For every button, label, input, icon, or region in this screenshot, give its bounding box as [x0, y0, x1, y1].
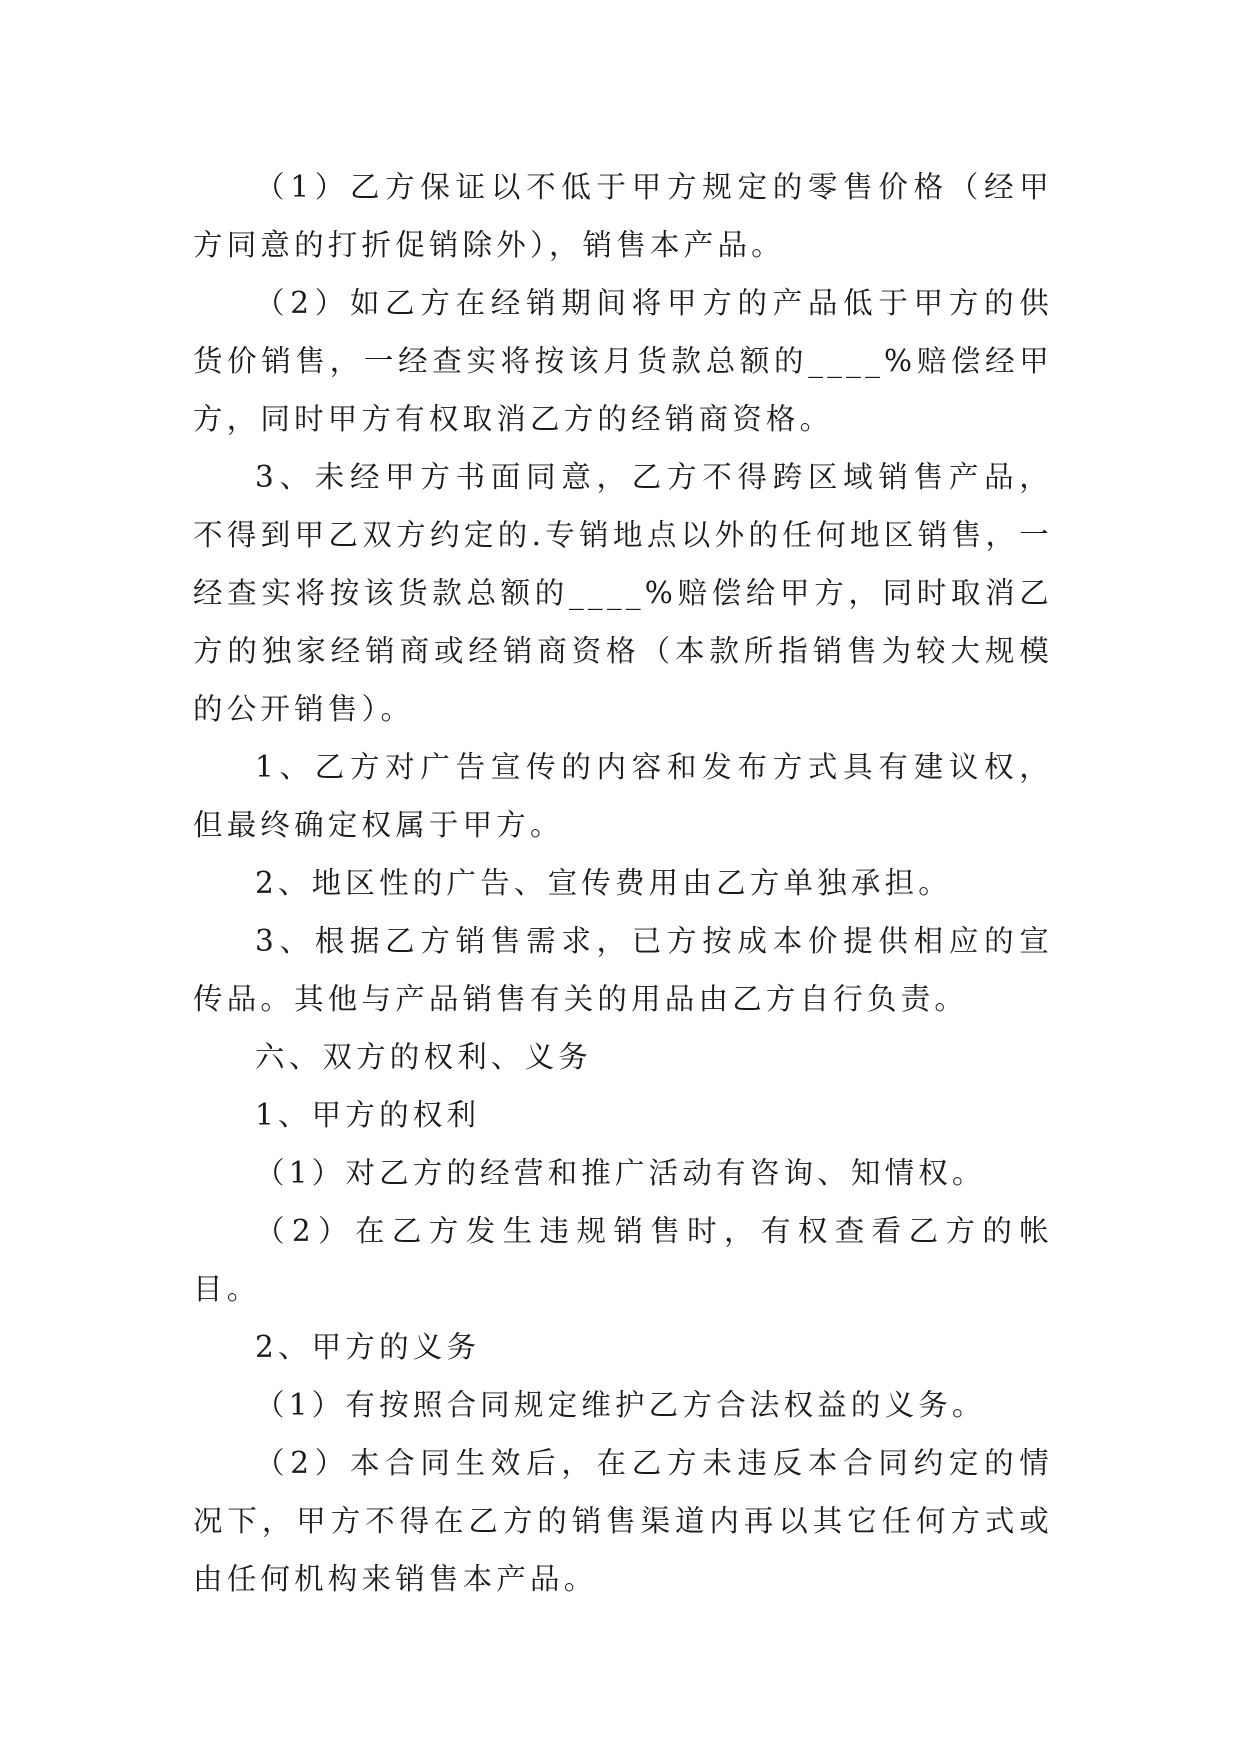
paragraph-right-to-audit: （2）在乙方发生违规销售时，有权查看乙方的帐目。 [193, 1214, 1053, 1306]
subheading-party-a-rights: 1、甲方的权利 [255, 1098, 481, 1132]
paragraph-1-2-below-supply-price: （2）如乙方在经销期间将甲方的产品低于甲方的供货价销售，一经查实将按该月货款总额的____%赔偿经甲方，同时甲方有权取消乙方的经销商资格。 [193, 286, 1053, 436]
section-heading-rights-obligations: 六、双方的权利、义务 [255, 1040, 593, 1074]
document-page [193, 158, 1053, 1608]
subheading-party-a-obligations: 2、甲方的义务 [255, 1330, 481, 1364]
paragraph-protect-interests: （1）有按照合同规定维护乙方合法权益的义务。 [255, 1388, 986, 1422]
paragraph-right-to-inquire: （1）对乙方的经营和推广活动有咨询、知情权。 [255, 1156, 986, 1190]
paragraph-ad-suggestion-right: 1、乙方对广告宣传的内容和发布方式具有建议权，但最终确定权属于甲方。 [193, 750, 1053, 842]
paragraph-1-1-retail-price: （1）乙方保证以不低于甲方规定的零售价格（经甲方同意的打折促销除外），销售本产品。 [193, 170, 1053, 262]
paragraph-regional-ad-cost: 2、地区性的广告、宣传费用由乙方单独承担。 [255, 866, 952, 900]
paragraph-exclusive-channel: （2）本合同生效后，在乙方未违反本合同约定的情况下，甲方不得在乙方的销售渠道内再以其它任何方式或由任何机构来销售本产品。 [193, 1446, 1053, 1596]
paragraph-promotional-items: 3、根据乙方销售需求，已方按成本价提供相应的宣传品。其他与产品销售有关的用品由乙方自行负责。 [193, 924, 1053, 1016]
paragraph-3-cross-region-sales: 3、未经甲方书面同意，乙方不得跨区域销售产品，不得到甲乙双方约定的.专销地点以外的任何地区销售，一经查实将按该货款总额的____%赔偿给甲方，同时取消乙方的独家经销商或经销商资格（本款所指销售为较大规模的公开销售）。 [193, 460, 1053, 726]
